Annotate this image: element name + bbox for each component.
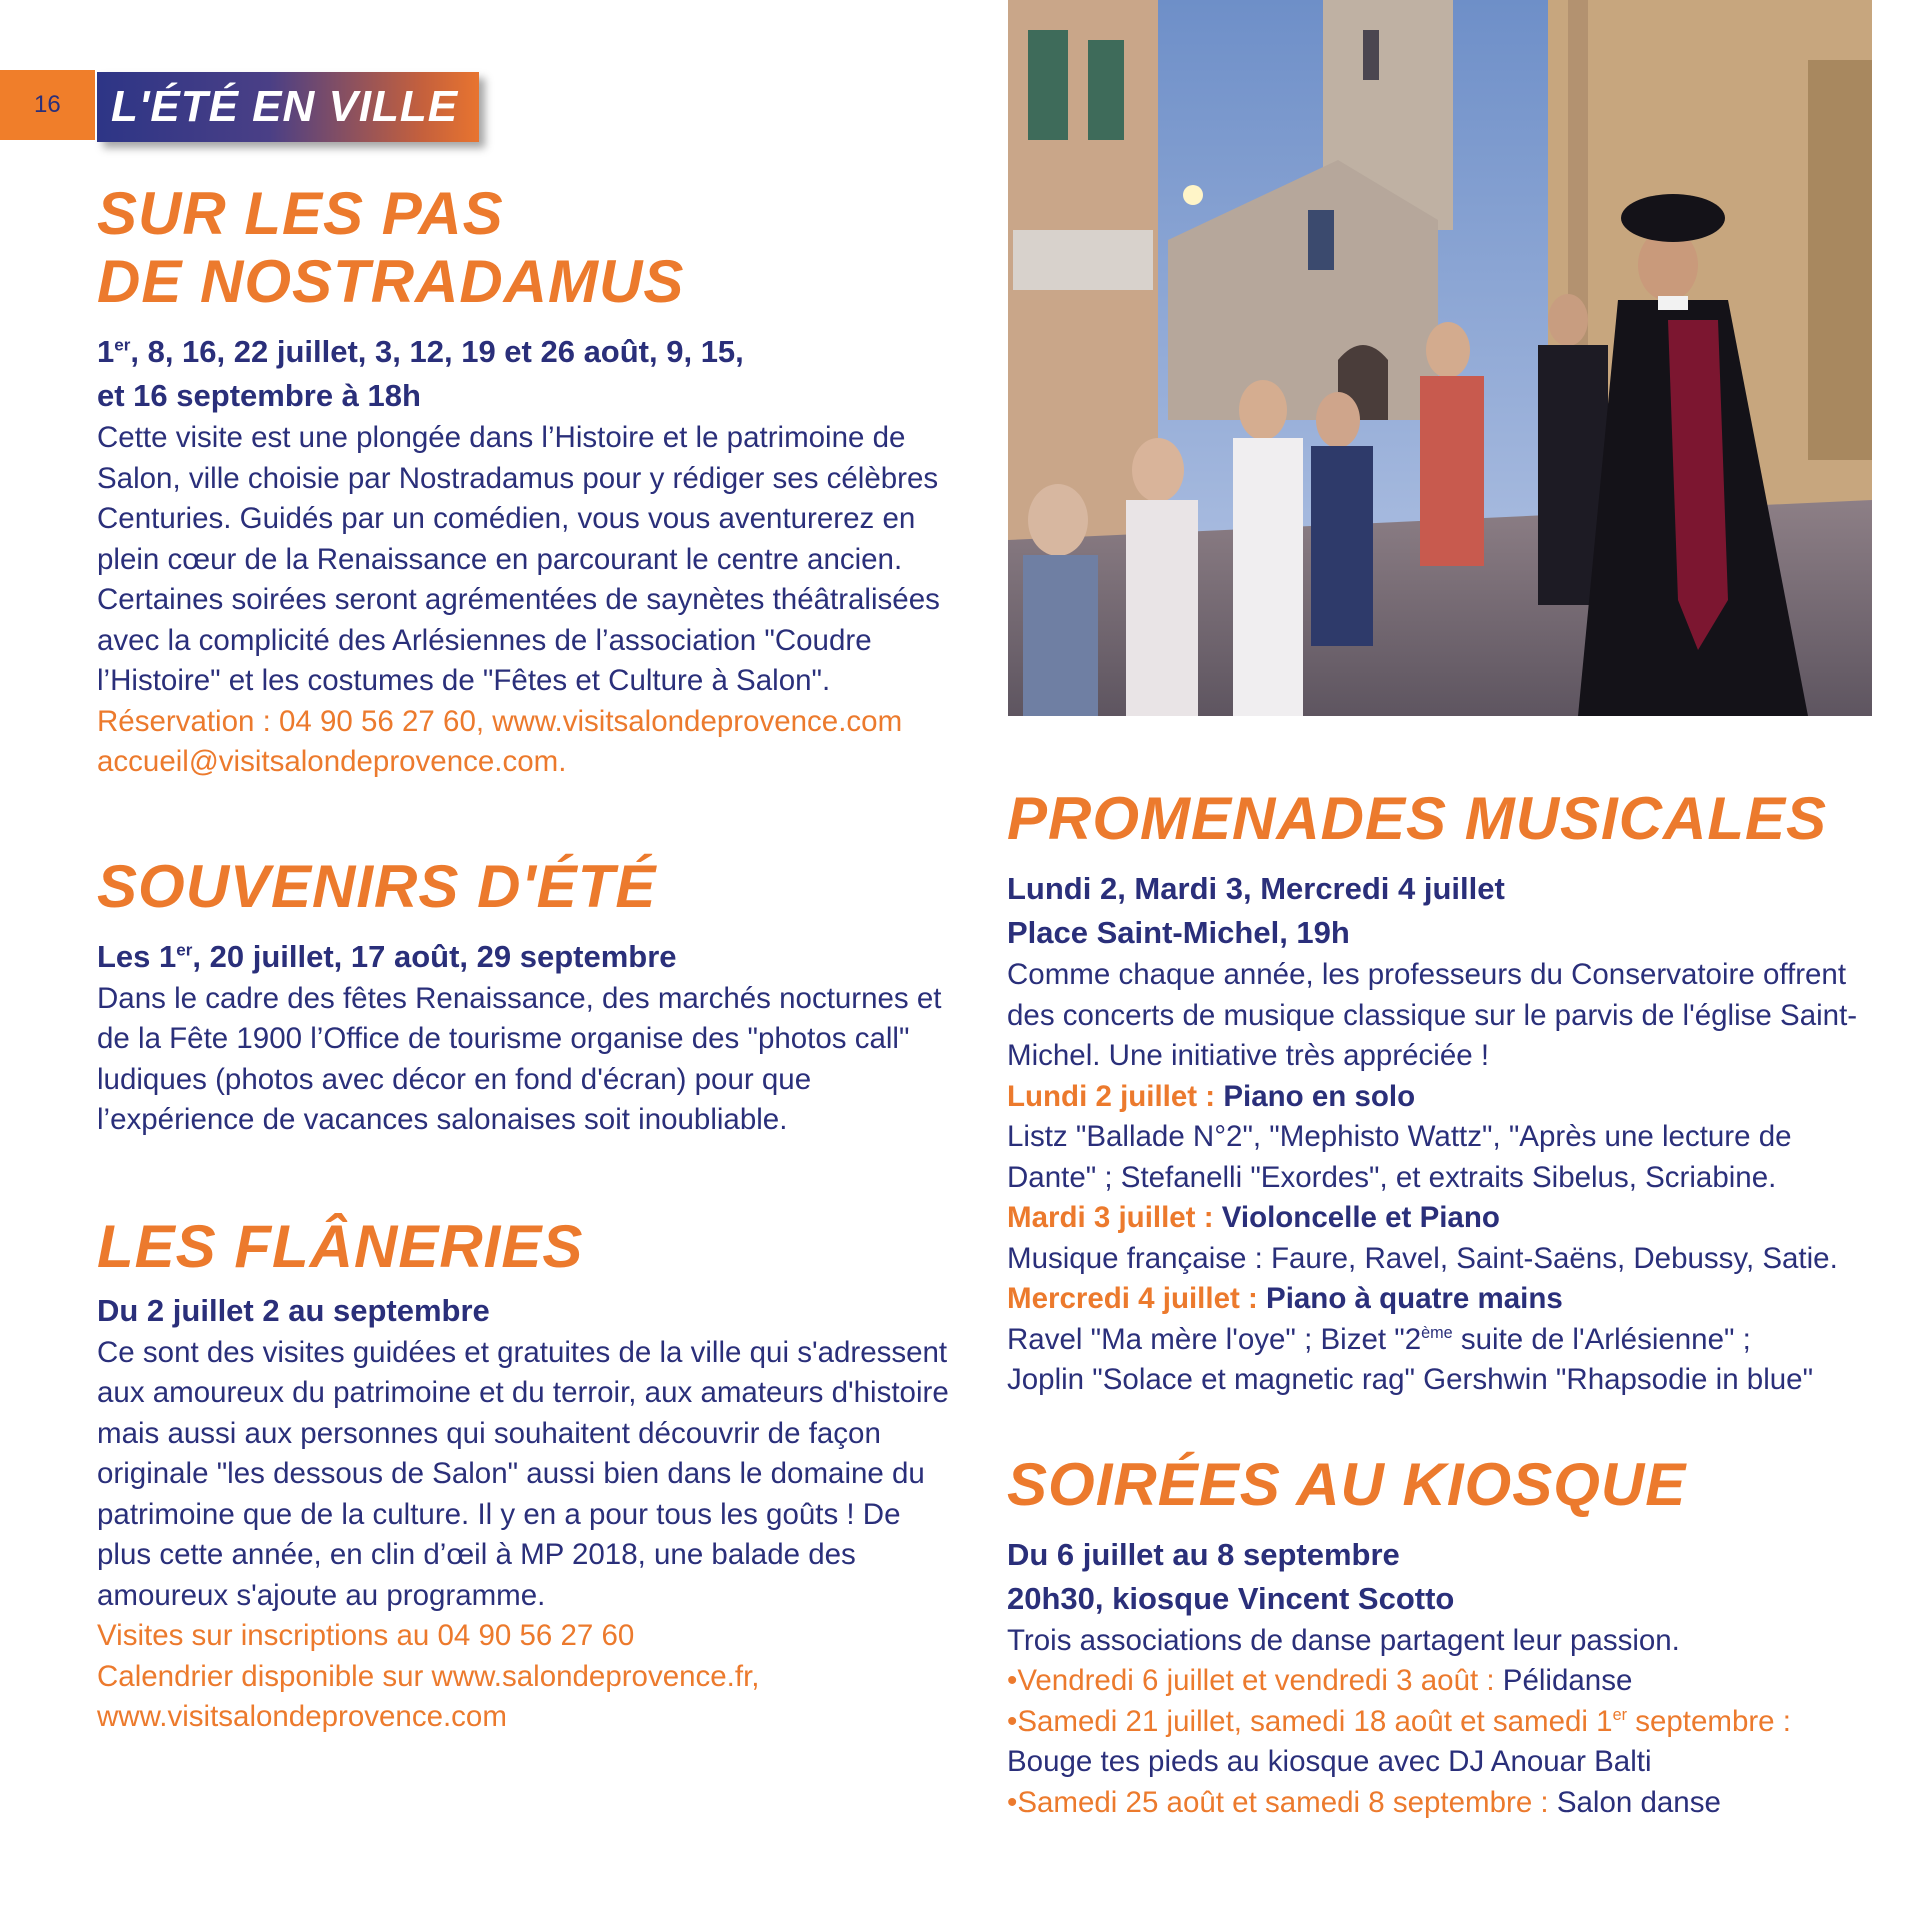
section-title: PROMENADES MUSICALES <box>1007 785 1828 852</box>
event-description: Comme chaque année, les professeurs du Conservatoire offrent des concerts de musique classique sur le parvis de l'église Saint-Michel. Une initiative très appréciée ! <box>1007 958 1858 1072</box>
info-line: Calendrier disponible sur www.salondeprovence.fr, <box>97 1659 760 1693</box>
event-description: Ce sont des visites guidées et gratuites de la ville qui s'adressent aux amoureux du patrimoine et du terroir, aux amateurs d'histoire mais aussi aux personnes qui souhaitent découvrir de façon originale "les dessous de Salon" aussi bien dans le domaine du patrimoine que de la culture. Il y en a pour tous les goûts ! De plus cette année, en clin d’œil à MP 2018, une balade des amoureux s'ajoute au programme. <box>97 1335 949 1612</box>
section-flaneries <box>97 1213 957 1738</box>
section-kiosque <box>1007 1451 1887 1824</box>
reservation-info: Réservation : 04 90 56 27 60, www.visitsalondeprovence.com <box>97 704 903 738</box>
title-line: SUR LES PAS <box>97 180 504 247</box>
concert-day: Mardi 3 juillet : Violoncelle et Piano <box>1007 1201 1500 1234</box>
kiosque-item: •Vendredi 6 juillet et vendredi 3 août : Pélidanse <box>1007 1664 1633 1697</box>
concert-program: Ravel "Ma mère l'oye" ; Bizet "2ème suite de l'Arlésienne" ; Joplin "Solace et magnetic rag" Gershwin "Rhapsodie in blue" <box>1007 1322 1814 1396</box>
event-dates: Lundi 2, Mardi 3, Mercredi 4 juillet Place Saint-Michel, 19h <box>1007 871 1505 950</box>
section-promenades <box>1007 785 1887 1401</box>
right-column <box>1007 775 1887 1823</box>
section-title <box>97 180 957 316</box>
banner-title: L'ÉTÉ EN VILLE <box>111 82 459 131</box>
section-title: LES FLÂNERIES <box>97 1212 584 1280</box>
event-description: Cette visite est une plongée dans l’Histoire et le patrimoine de Salon, ville choisie par Nostradamus pour y rédiger ses célèbres Centuries. Guidés par un comédien, vous vous aventurerez en plein cœur de la Renaissance en parcourant le centre ancien. Certaines soirées seront agrémentées de saynètes théâtralisées avec la complicité des Arlésiennes de l’association "Coudre l’Histoire" et les costumes de "Fêtes et Culture à Salon". <box>97 421 940 697</box>
event-description: Trois associations de danse partagent leur passion. <box>1007 1623 1680 1657</box>
event-description: Dans le cadre des fêtes Renaissance, des marchés nocturnes et de la Fête 1900 l’Office de tourisme organise des "photos call" ludiques (photos avec décor en fond d'écran) pour que l’expérience de vacances salonaises soit inoubliable. <box>97 981 942 1136</box>
concert-day: Lundi 2 juillet : Piano en solo <box>1007 1079 1416 1113</box>
section-souvenirs <box>97 853 957 1141</box>
concert-day: Mercredi 4 juillet : Piano à quatre mains <box>1007 1282 1563 1315</box>
left-column <box>97 180 957 1808</box>
event-photo <box>1008 0 1872 716</box>
photo-illustration <box>1008 0 1872 716</box>
info-line: www.visitsalondeprovence.com <box>97 1700 507 1733</box>
section-title: SOIRÉES AU KIOSQUE <box>1007 1450 1687 1518</box>
event-dates: Les 1er, 20 juillet, 17 août, 29 septembre <box>97 938 677 974</box>
event-dates: Du 6 juillet au 8 septembre 20h30, kiosque Vincent Scotto <box>1007 1536 1455 1616</box>
title-line: DE NOSTRADAMUS <box>97 248 685 315</box>
kiosque-item: •Samedi 21 juillet, samedi 18 août et samedi 1er septembre : Bouge tes pieds au kiosque avec DJ Anouar Balti <box>1007 1704 1791 1778</box>
contact-email: accueil@visitsalondeprovence.com. <box>97 745 567 778</box>
kiosque-item: •Samedi 25 août et samedi 8 septembre : Salon danse <box>1007 1785 1721 1819</box>
page-number: 16 <box>0 70 95 140</box>
section-nostradamus <box>97 180 957 783</box>
concert-program: Listz "Ballade N°2", "Mephisto Wattz", "Après une lecture de Dante" ; Stefanelli "Exordes", et extraits Sibelus, Scriabine. <box>1007 1120 1792 1194</box>
concert-program: Musique française : Faure, Ravel, Saint-Saëns, Debussy, Satie. <box>1007 1241 1838 1275</box>
section-title: SOUVENIRS D'ÉTÉ <box>97 852 657 920</box>
section-banner <box>97 72 479 142</box>
event-dates: Du 2 juillet 2 au septembre <box>97 1292 490 1328</box>
info-line: Visites sur inscriptions au 04 90 56 27 60 <box>97 1619 635 1652</box>
event-dates: 1er, 8, 16, 22 juillet, 3, 12, 19 et 26 août, 9, 15, et 16 septembre à 18h <box>97 334 744 413</box>
